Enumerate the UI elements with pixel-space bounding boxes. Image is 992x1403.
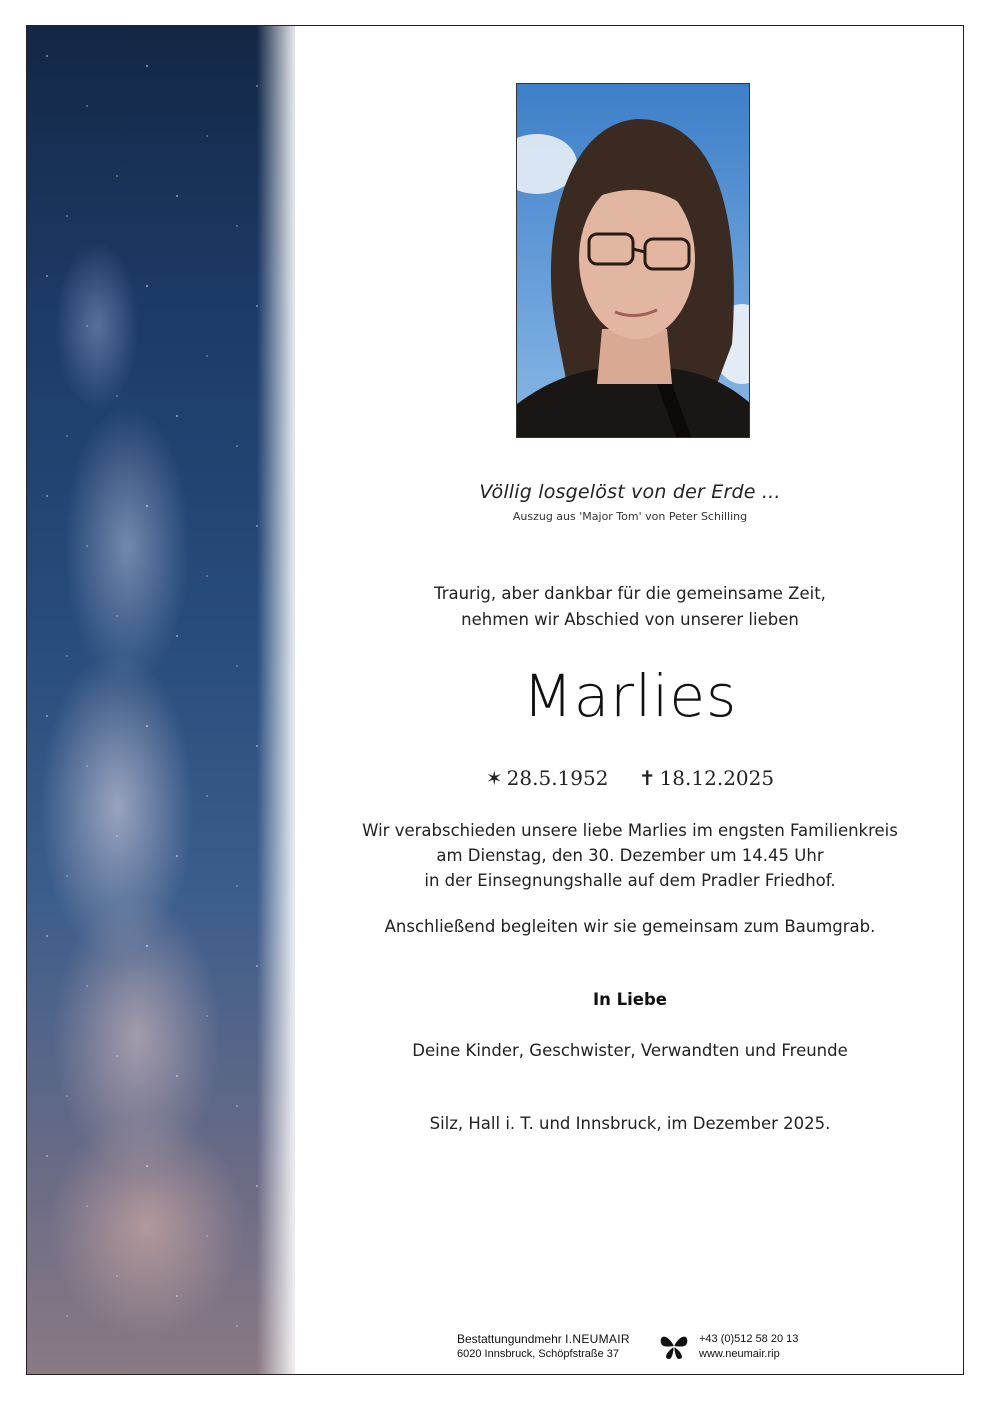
quote-text: Völlig losgelöst von der Erde ...	[479, 481, 781, 503]
death-date: 18.12.2025	[659, 766, 775, 790]
galaxy-image-strip	[27, 26, 295, 1374]
ceremony-text	[295, 818, 964, 893]
family-text: Deine Kinder, Geschwister, Verwandten und Freunde	[412, 1041, 848, 1060]
birth-date-group	[486, 766, 615, 790]
footer-address: 6020 Innsbruck, Schöpfstraße 37	[457, 1348, 620, 1360]
place-date-text: Silz, Hall i. T. und Innsbruck, im Dezember 2025.	[429, 1114, 831, 1133]
footer-phone: +43 (0)512 58 20 13	[699, 1333, 799, 1345]
ceremony-line-1: Wir verabschieden unsere liebe Marlies im engsten Familienkreis	[362, 821, 898, 840]
footer-brand	[457, 1332, 630, 1347]
footer-contact	[699, 1332, 798, 1362]
brand-name: I.NEUMAIR	[565, 1332, 630, 1346]
deceased-name: Marlies	[522, 662, 738, 730]
ceremony-line-3: in der Einsegnungshalle auf dem Pradler Friedhof.	[424, 871, 836, 890]
stars-texture	[27, 26, 295, 1374]
page-frame	[26, 25, 964, 1375]
intro-line-1: Traurig, aber dankbar für die gemeinsame Zeit,	[434, 584, 826, 603]
birth-date: 28.5.1952	[506, 766, 609, 790]
footer-company	[457, 1332, 630, 1362]
butterfly-icon	[657, 1329, 691, 1363]
cross-icon: ✝	[638, 766, 656, 790]
obituary-content	[295, 26, 964, 1374]
after-text: Anschließend begleiten wir sie gemeinsam zum Baumgrab.	[384, 917, 876, 936]
death-date-group	[639, 766, 774, 790]
ceremony-line-2: am Dienstag, den 30. Dezember um 14.45 Uhr	[436, 846, 824, 865]
star-icon: ✶	[485, 766, 503, 790]
life-dates	[295, 766, 964, 790]
quote-source: Auszug aus 'Major Tom' von Peter Schilling	[512, 510, 748, 523]
brand-prefix: Bestattungundmehr	[457, 1332, 562, 1346]
intro-text	[295, 581, 964, 633]
intro-line-2: nehmen wir Abschied von unserer lieben	[461, 610, 799, 629]
footer-website: www.neumair.rip	[699, 1348, 780, 1360]
in-love-text: In Liebe	[593, 990, 667, 1009]
